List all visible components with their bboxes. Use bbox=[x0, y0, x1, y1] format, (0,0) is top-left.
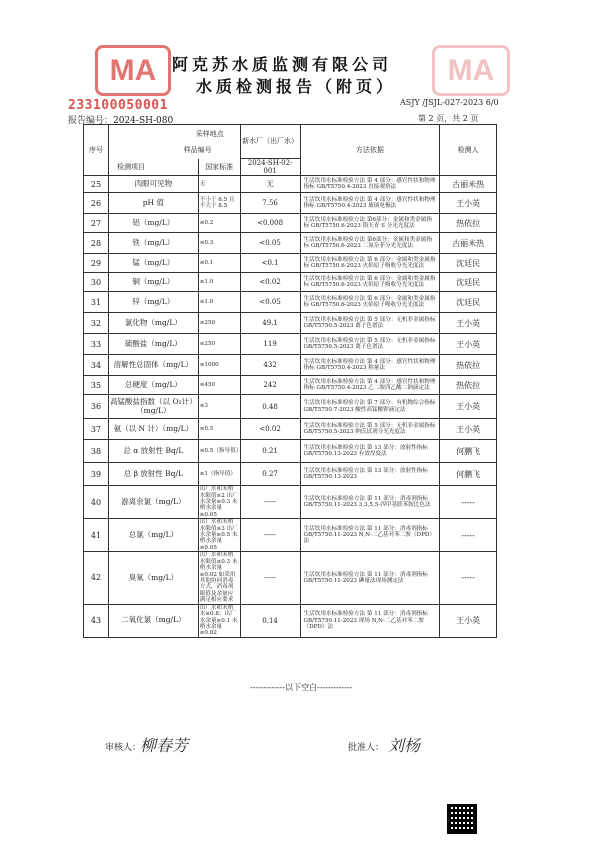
row-method: 生活饮用水标准检验方法 第 5 部分：无机非金属指标 GB/T5750.5-2023 离子色谱法 bbox=[300, 313, 440, 334]
report-number: 报告编号：2024-SH-080 bbox=[68, 116, 174, 126]
row-person: ----- bbox=[440, 552, 497, 604]
row-person: 王小英 bbox=[440, 395, 497, 419]
header-no: 序号 bbox=[84, 125, 109, 176]
row-method: 生活饮用水标准检验方法 第 11 部分：消毒剂指标 GB/T5750.11-2023 3,3,5,5-四甲基联苯胺比色法 bbox=[300, 486, 440, 519]
row-item: 总 β 放射性 Bq/L bbox=[108, 463, 198, 486]
row-person: 何鹏飞 bbox=[440, 440, 497, 463]
row-value: 432 bbox=[240, 355, 300, 376]
row-value: 0.14 bbox=[240, 604, 300, 637]
row-item: 二氧化氯（mg/L） bbox=[108, 604, 198, 637]
row-number: 33 bbox=[84, 334, 109, 355]
row-number: 29 bbox=[84, 254, 109, 273]
row-person: 王小英 bbox=[440, 604, 497, 637]
row-person: 王小英 bbox=[440, 193, 497, 214]
row-standard: ≤1000 bbox=[198, 355, 240, 376]
header-sample-no: 样品编号 bbox=[108, 143, 240, 159]
row-person: 沈廷民 bbox=[440, 254, 497, 273]
row-standard: 出厂水和末梢水≤0.8；出厂水余量≥0.1 末梢水余量≥0.02 bbox=[198, 604, 240, 637]
row-item: 锰（mg/L） bbox=[108, 254, 198, 273]
page-info: 第 2 页，共 2 页 bbox=[418, 114, 479, 123]
row-item: pH 值 bbox=[108, 193, 198, 214]
row-standard: 不小于 6.5 且不大于 8.5 bbox=[198, 193, 240, 214]
table-row bbox=[84, 214, 497, 233]
row-value: ----- bbox=[240, 486, 300, 519]
ma-logo-right: MA bbox=[432, 45, 510, 96]
table-row bbox=[84, 463, 497, 486]
row-number: 38 bbox=[84, 440, 109, 463]
row-method: 生活饮用水标准检验方法 第 5 部分：无机非金属指标 GB/T5750.5-2023 纳氏试剂分光光度法 bbox=[300, 419, 440, 440]
row-number: 39 bbox=[84, 463, 109, 486]
serial-number: 233100050001 bbox=[68, 98, 168, 113]
row-standard: ≤0.2 bbox=[198, 214, 240, 233]
row-item: 总氯（mg/L） bbox=[108, 519, 198, 552]
row-value: <0.05 bbox=[240, 292, 300, 313]
row-item: 溶解性总固体（mg/L） bbox=[108, 355, 198, 376]
row-number: 32 bbox=[84, 313, 109, 334]
reviewer-label: 审核人： bbox=[105, 743, 142, 753]
row-item: 游离余氯（mg/L） bbox=[108, 486, 198, 519]
table-row bbox=[84, 334, 497, 355]
row-item: 铝（mg/L） bbox=[108, 214, 198, 233]
row-value: 无 bbox=[240, 176, 300, 193]
table-row bbox=[84, 176, 497, 193]
row-person: 热依拉 bbox=[440, 376, 497, 395]
table-row bbox=[84, 486, 497, 519]
row-item: 臭氧（mg/L） bbox=[108, 552, 198, 604]
report-title: 水质检测报告（附页） bbox=[196, 77, 397, 96]
row-person: 王小英 bbox=[440, 334, 497, 355]
row-method: 生活饮用水标准检验方法 第 11 部分：消毒剂指标 GB/T5750.11-2023 现场 N,N-二乙基对苯二胺（DPD）法 bbox=[300, 604, 440, 637]
header-item: 检测项目 bbox=[108, 159, 198, 176]
row-standard: 无 bbox=[198, 176, 240, 193]
header-site: 采样地点 bbox=[108, 125, 240, 143]
row-value: <0.02 bbox=[240, 273, 300, 292]
table-row bbox=[84, 254, 497, 273]
ma-logo-left: MA bbox=[95, 45, 171, 96]
row-standard: ≤1.0 bbox=[198, 273, 240, 292]
row-value: 0.48 bbox=[240, 395, 300, 419]
header-person: 检测人 bbox=[440, 125, 497, 176]
table-row bbox=[84, 552, 497, 604]
table-row bbox=[84, 273, 497, 292]
blank-below-note: -------------以下空白------------- bbox=[250, 683, 353, 692]
row-number: 28 bbox=[84, 233, 109, 254]
row-method: 生活饮用水标准检验方法 第 4 部分：感官性状和物理指标 GB/T5750.4-2023 称量法 bbox=[300, 355, 440, 376]
row-standard: ≤1（指导值） bbox=[198, 463, 240, 486]
row-person: 何鹏飞 bbox=[440, 463, 497, 486]
row-value: ----- bbox=[240, 519, 300, 552]
row-number: 26 bbox=[84, 193, 109, 214]
row-number: 34 bbox=[84, 355, 109, 376]
table-row bbox=[84, 376, 497, 395]
row-standard: ≤250 bbox=[198, 334, 240, 355]
row-value: <0.02 bbox=[240, 419, 300, 440]
row-value: 0.21 bbox=[240, 440, 300, 463]
qr-code-icon bbox=[447, 804, 477, 834]
row-person: 热依拉 bbox=[440, 355, 497, 376]
row-number: 41 bbox=[84, 519, 109, 552]
header-method: 方法依据 bbox=[300, 125, 440, 176]
table-row bbox=[84, 355, 497, 376]
row-person: ----- bbox=[440, 486, 497, 519]
row-standard: 出厂水和末梢水限值≤3 出厂水余量≥0.5 末梢水余量≥0.05 bbox=[198, 519, 240, 552]
row-method: 生活饮用水标准检验方法 第 4 部分：感官性状和物理指标 GB/T5750.4-2023 乙二胺四乙酸二钠滴定法 bbox=[300, 376, 440, 395]
row-number: 36 bbox=[84, 395, 109, 419]
header-sample-value: 2024-SH-02-001 bbox=[240, 159, 300, 176]
header-standard: 国家标准 bbox=[198, 159, 240, 176]
table-row bbox=[84, 233, 497, 254]
row-value: <0.05 bbox=[240, 233, 300, 254]
table-row bbox=[84, 313, 497, 334]
row-method: 生活饮用水标准检验方法 第 6 部分：金属和类金属指标 GB/T5750.6-2023 火焰原子吸收分光光度法 bbox=[300, 292, 440, 313]
row-person: 沈廷民 bbox=[440, 273, 497, 292]
row-standard: 出厂水和末梢水限值≤0.3 末梢水余量≥0.02 如采用其他协同消毒方式，消毒剂限值及余量应满足相应要求 bbox=[198, 552, 240, 604]
row-person: 热依拉 bbox=[440, 214, 497, 233]
row-person: 古丽米热 bbox=[440, 176, 497, 193]
row-person: 古丽米热 bbox=[440, 233, 497, 254]
row-number: 43 bbox=[84, 604, 109, 637]
row-method: 生活饮用水标准检验方法 第 13 部分：放射性指标 GB/T5750.13-2023 有效厚度法 bbox=[300, 440, 440, 463]
row-number: 35 bbox=[84, 376, 109, 395]
row-standard: ≤0.3 bbox=[198, 233, 240, 254]
row-standard: ≤3 bbox=[198, 395, 240, 419]
row-item: 氯化物（mg/L） bbox=[108, 313, 198, 334]
row-method: 生活饮用水标准检验方法 第6部分：金属和类金属指标 GB/T5750.6-2023 二氮杂菲分光光度法 bbox=[300, 233, 440, 254]
header-site-value: 新水厂（出厂水） bbox=[240, 125, 300, 159]
row-item: 肉眼可见物 bbox=[108, 176, 198, 193]
row-standard: 出厂水和末梢水限值≤2 出厂水余量≥0.3 末梢水余量≥0.05 bbox=[198, 486, 240, 519]
row-number: 27 bbox=[84, 214, 109, 233]
row-item: 高锰酸盐指数（以 O₂计）（mg/L） bbox=[108, 395, 198, 419]
row-standard: ≤0.1 bbox=[198, 254, 240, 273]
table-row bbox=[84, 395, 497, 419]
row-value: ----- bbox=[240, 552, 300, 604]
approver-signature: 刘杨 bbox=[388, 736, 421, 755]
row-item: 氨（以 N 计）（mg/L） bbox=[108, 419, 198, 440]
row-value: 7.56 bbox=[240, 193, 300, 214]
row-method: 生活饮用水标准检验方法 第 6 部分：金属和类金属指标 GB/T5750.6-2023 火焰原子吸收分光光度法 bbox=[300, 254, 440, 273]
approver-label: 批准人： bbox=[348, 743, 385, 753]
row-standard: ≤0.5（指导值） bbox=[198, 440, 240, 463]
row-item: 总 α 放射性 Bq/L bbox=[108, 440, 198, 463]
row-method: 生活饮用水标准检验方法 第 6 部分：金属和类金属指标 GB/T5750.6-2023 火焰原子吸收分光光度法 bbox=[300, 273, 440, 292]
row-standard: ≤250 bbox=[198, 313, 240, 334]
company-title: 阿克苏水质监测有限公司 bbox=[172, 55, 393, 74]
row-item: 硫酸盐（mg/L） bbox=[108, 334, 198, 355]
table-row bbox=[84, 419, 497, 440]
row-standard: ≤0.5 bbox=[198, 419, 240, 440]
row-number: 37 bbox=[84, 419, 109, 440]
row-method: 生活饮用水标准检验方法 第 11 部分：消毒剂指标 GB/T5750.11-2023 N,N-二乙基对苯二胺（DPD）法 bbox=[300, 519, 440, 552]
row-value: 242 bbox=[240, 376, 300, 395]
row-number: 30 bbox=[84, 273, 109, 292]
row-value: 49.1 bbox=[240, 313, 300, 334]
table-row bbox=[84, 519, 497, 552]
reviewer-signature: 柳春芳 bbox=[140, 736, 189, 755]
row-method: 生活饮用水标准检验方法 第6部分：金属和类金属指标 GB/T5750.6-2023 铬天青 S 分光光度法 bbox=[300, 214, 440, 233]
results-table bbox=[83, 124, 497, 638]
row-method: 生活饮用水标准检验方法 第 4 部分：感官性状和物理指标 GB/T5750.4-2023 直接观察法 bbox=[300, 176, 440, 193]
row-value: <0.008 bbox=[240, 214, 300, 233]
table-row bbox=[84, 292, 497, 313]
table-row bbox=[84, 193, 497, 214]
table-row bbox=[84, 604, 497, 637]
row-person: 王小英 bbox=[440, 313, 497, 334]
row-person: 沈廷民 bbox=[440, 292, 497, 313]
row-value: 119 bbox=[240, 334, 300, 355]
row-item: 锌（mg/L） bbox=[108, 292, 198, 313]
row-item: 总硬度（mg/L） bbox=[108, 376, 198, 395]
row-standard: ≤1.0 bbox=[198, 292, 240, 313]
row-standard: ≤450 bbox=[198, 376, 240, 395]
doc-code: ASJY /JSJL-027-2023 6/0 bbox=[400, 98, 499, 107]
row-item: 铜（mg/L） bbox=[108, 273, 198, 292]
row-number: 40 bbox=[84, 486, 109, 519]
row-number: 42 bbox=[84, 552, 109, 604]
row-number: 31 bbox=[84, 292, 109, 313]
row-person: ----- bbox=[440, 519, 497, 552]
row-method: 生活饮用水标准检验方法 第 4 部分：感官性状和物理指标 GB/T5750.4-2023 玻璃电极法 bbox=[300, 193, 440, 214]
row-value: <0.1 bbox=[240, 254, 300, 273]
row-item: 铁（mg/L） bbox=[108, 233, 198, 254]
row-method: 生活饮用水标准检验方法 第 5 部分：无机非金属指标 GB/T5750.5-2023 离子色谱法 bbox=[300, 334, 440, 355]
row-method: 生活饮用水标准检验方法 第 7 部分：有机物综合指标 GB/T5750.7-2023 酸性高锰酸钾滴定法 bbox=[300, 395, 440, 419]
row-number: 25 bbox=[84, 176, 109, 193]
row-person: 王小英 bbox=[440, 419, 497, 440]
row-value: 0.27 bbox=[240, 463, 300, 486]
table-row bbox=[84, 440, 497, 463]
row-method: 生活饮用水标准检验方法 第 11 部分：消毒剂指标 GB/T5750.11-2023 碘量法现场测定法 bbox=[300, 552, 440, 604]
row-method: 生活饮用水标准检验方法 第 13 部分：放射性指标 GB/T5750.13-2023 bbox=[300, 463, 440, 486]
